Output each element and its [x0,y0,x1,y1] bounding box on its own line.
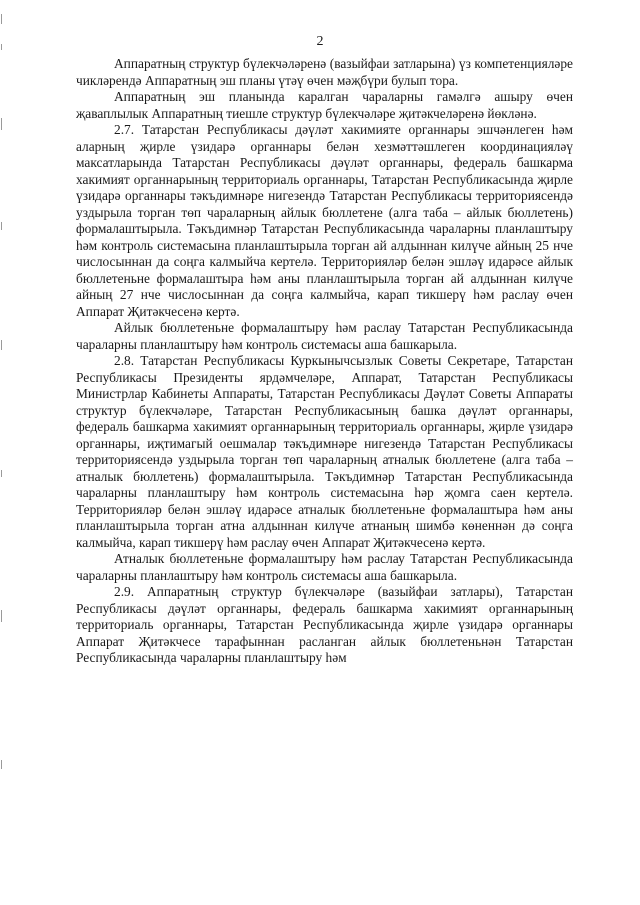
page-number: 2 [316,34,324,49]
paragraph-work-plan-responsibility: Аппаратның эш планында каралган чараларны гамәлгә ашыру өчен җаваплылык Аппаратның тиешле структур бүлекчәләре җитәкчеләренә йөкләнә. [76,89,573,121]
document-body [76,56,573,667]
paragraph-2-8-weekly-bulletin: 2.8. Татарстан Республикасы Куркынычсызлык Советы Секретаре, Татарстан Республикасы Президенты ярдәмчеләре, Аппарат, Татарстан Республикасы Министрлар Кабинеты Аппараты, Татарстан Республикасы Дәүләт Советы Аппараты структур бүлекчәләре, Татарстан Республикасының башка дәүләт органнары, федераль башкарма хакимият органнарының территориаль органнары, җирле үзидарә органнары, иҗтимагый оешмалар тәкъдимнәре нигезендә Татарстан Республикасы территориясендә уздырыла торган төп чараларның атналык бюллетене (алга таба – атналык бюллетень) формалаштырыла. Тәкъдимнәр Татарстан Республикасында чараларны планлаштыру һәм контроль системасына һәр җомга саен кертелә. Территорияләр белән эшләү идарәсе атналык бюллетеньне формалаштыра һәм аны планлаштырыла торган атна алдыннан килүче атнаның шимбә көненнән дә соңга калмыйча, карап тикшерү һәм раслау өчен Аппарат Җитәкчесенә кертә. [76,353,573,550]
scan-edge-marks [1,0,4,905]
paragraph-2-9-bulletin-use: 2.9. Аппаратның структур бүлекчәләре (вазыйфаи затлары), Татарстан Республикасы дәүләт органнары, федераль башкарма хакимият органнарының территориаль органнары, Татарстан Республикасында җирле үзидарә органнары Аппарат Җитәкчесе тарафыннан расланган айлык бюллетеньнән Татарстан Республикасында чараларны планлаштыру һәм [76,584,573,665]
paragraph-2-7-monthly-bulletin: 2.7. Татарстан Республикасы дәүләт хакимияте органнары эшчәнлеген һәм аларның җирле үзидарә органнары белән хезмәттәшлеген координацияләү максатларында Татарстан Республикасы дәүләт органнары, федераль башкарма хакимият органнарының территориаль органнары, Татарстан Республикасында җирле үзидарә органнары тәкъдимнәре нигезендә Татарстан Республикасы территориясендә уздырыла торган төп чараларның айлык бюллетене (алга таба – айлык бюллетень) формалаштырыла. Тәкъдимнәр Татарстан Республикасында чараларны планлаштыру һәм контроль системасына планлаштырыла торган ай алдыннан килүче айның 25 нче числосыннан да соңга калмыйча кертелә. Территорияләр белән эшләү идарәсе айлык бюллетеньне формалаштыра һәм аны планлаштырыла торган ай алдыннан килүче айның 27 нче числосыннан да соңга калмыйча, карап тикшерү һәм раслау өчен Аппарат Җитәкчесенә кертә. [76,122,573,319]
paragraph-weekly-bulletin-approval: Атналык бюллетеньне формалаштыру һәм раслау Татарстан Республикасында чараларны планлаштыру һәм контроль системасы аша башкарыла. [76,551,573,583]
paragraph-monthly-bulletin-approval: Айлык бюллетеньне формалаштыру һәм раслау Татарстан Республикасында чараларны планлаштыру һәм контроль системасы аша башкарыла. [76,320,573,352]
paragraph-work-plan-binding: Аппаратның структур бүлекчәләренә (вазыйфаи затларына) үз компетенцияләре чикләрендә Аппаратның эш планы үтәү өчен мәҗбүри булып тора. [76,56,573,88]
